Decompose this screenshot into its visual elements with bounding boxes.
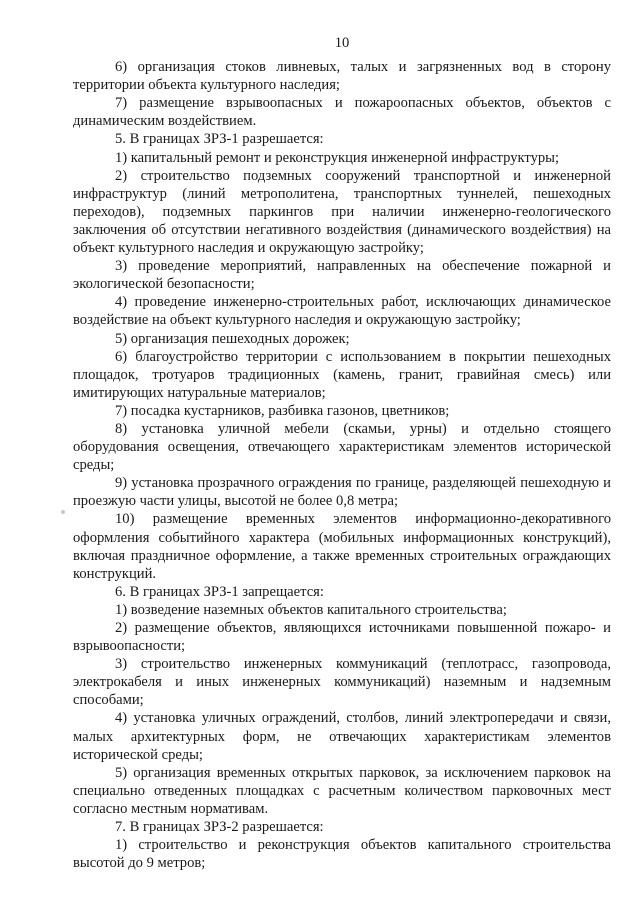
section-7-heading: 7. В границах ЗРЗ-2 разрешается: <box>115 819 324 836</box>
page-number: 10 <box>334 35 350 51</box>
forbidden-item-2: 2) размещение объектов, являющихся источниками повышенной пожаро- и взрывоопасности; <box>73 620 611 655</box>
section-5-heading: 5. В границах ЗРЗ-1 разрешается: <box>115 131 324 148</box>
forbidden-item-4: 4) установка уличных ограждений, столбов, линий электропередачи и связи, малых архитектурных форм, не отвечающих характеристикам элементов исторической среды; <box>73 710 611 763</box>
allowed-item-1: 1) капитальный ремонт и реконструкция инженерной инфраструктуры; <box>115 149 560 166</box>
zrz2-allowed-item-1: 1) строительство и реконструкция объектов капитального строительства высотой до 9 метров; <box>73 837 611 872</box>
forbidden-item-1: 1) возведение наземных объектов капитального строительства; <box>115 601 507 618</box>
document-page <box>73 34 611 872</box>
allowed-item-2: 2) строительство подземных сооружений транспортной и инженерной инфраструктур (линий метрополитена, транспортных туннелей, пешеходных переходов), подземных паркингов при наличии инженерно-геологического заключения об отсутствии негативного воздействия (динамического воздействия) на объект культурного наследия и окружающую застройку; <box>73 167 611 257</box>
allowed-item-3: 3) проведение мероприятий, направленных на обеспечение пожарной и экологической безопасности; <box>73 258 611 293</box>
forbidden-item-3: 3) строительство инженерных коммуникаций (теплотрасс, газопровода, электрокабеля и иных инженерных коммуникаций) наземным и надземным способами; <box>73 656 611 709</box>
section-6-heading: 6. В границах ЗРЗ-1 запрещается: <box>115 583 324 600</box>
allowed-item-8: 8) установка уличной мебели (скамьи, урны) и отдельно стоящего оборудования освещения, отвечающего характеристикам элементов исторической среды; <box>73 420 611 474</box>
paragraph-6-stormwater: 6) организация стоков ливневых, талых и загрязненных вод в сторону территории объекта культурного наследия; <box>73 59 611 94</box>
allowed-item-4: 4) проведение инженерно-строительных работ, исключающих динамическое воздействие на объект культурного наследия и окружающую застройку; <box>73 294 611 329</box>
forbidden-item-5: 5) организация временных открытых парковок, за исключением парковок на специально отведенных площадках с расчетным количеством парковочных мест согласно местным нормативам. <box>73 764 611 817</box>
allowed-item-9: 9) установка прозрачного ограждения по границе, разделяющей пешеходную и проезжую части улицы, высотой не более 0,8 метра; <box>73 475 611 510</box>
paragraph-7-explosive-objects: 7) размещение взрывоопасных и пожароопасных объектов, объектов с динамическим воздействием. <box>73 95 611 130</box>
allowed-item-10 <box>73 510 611 582</box>
allowed-item-10-text: 10) размещение временных элементов информационно-декоративного оформления событийного характера (мобильных информационных конструкций), включая праздничное оформление, а также временных строительных ограждающих конструкций. <box>73 511 611 582</box>
allowed-item-5: 5) организация пешеходных дорожек; <box>115 330 350 347</box>
allowed-item-7: 7) посадка кустарников, разбивка газонов, цветников; <box>115 402 450 419</box>
scan-artifact-mark <box>61 510 65 514</box>
allowed-item-6: 6) благоустройство территории с использованием в покрытии пешеходных площадок, тротуаров традиционных (камень, гранит, гравийная смесь) или имитирующих натуральные материалов; <box>73 348 611 401</box>
